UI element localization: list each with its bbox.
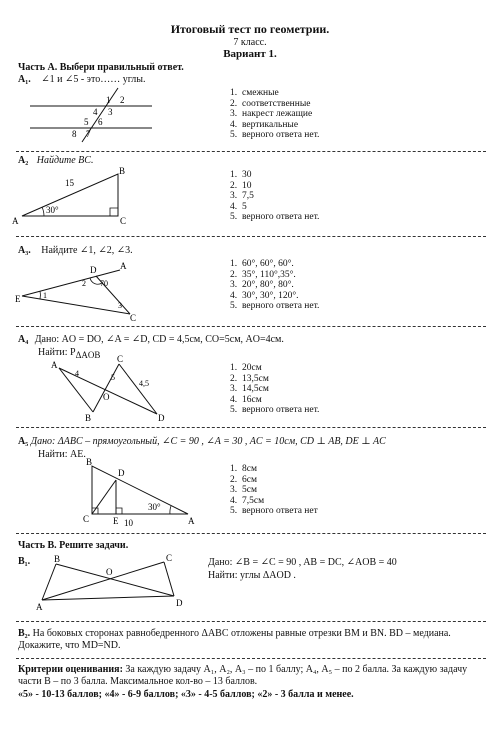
a4-answer-option[interactable]: 3. 14,5см	[230, 384, 269, 395]
b1-point-o: O	[106, 567, 113, 577]
a4-find-subscript: ΔAOB	[75, 350, 101, 360]
a2-question-text: Найдите BC.	[36, 155, 94, 166]
a3-answer-option[interactable]: 5. верного ответа нет.	[230, 301, 320, 312]
a5-vertex-a: A	[188, 516, 195, 526]
a4-label: А₄	[18, 334, 29, 345]
a3-vertex-c: C	[130, 313, 137, 323]
variant-label: Вариант 1.	[223, 48, 277, 60]
criteria-text: За каждую задачу А₁, А₂, А₃ – по 1 баллу; А₄, А₅ – по 2 балла. За каждую задачу части В – по 3 балла. Максимальное кол-во – 13 баллов.	[18, 664, 468, 687]
a5-length-label: 10	[124, 518, 133, 528]
a5-given-text: Дано: ΔABC – прямоугольный, ∠C = 90 , ∠A = 30 , AC = 10см, CD ⊥ AB, DE ⊥ AC	[30, 436, 386, 447]
a5-find: Найти: AE.	[38, 449, 86, 460]
a3-answer-option[interactable]: 4. 30°, 30°, 120°.	[230, 290, 299, 301]
a3-label: А₃.	[18, 245, 31, 256]
a1-answer-option[interactable]: 3. накрест лежащие	[230, 109, 313, 120]
a4-answer-option[interactable]: 5. верного ответа нет.	[230, 405, 320, 416]
a4-vertex-b: B	[85, 413, 92, 423]
criteria-grades: «5» - 10-13 баллов; «4» - 6-9 баллов; «3» - 4-5 баллов; «2» - 3 балла и менее.	[18, 689, 354, 700]
a3-angle-3: 3	[118, 301, 122, 310]
a5-angle-label: 30°	[148, 502, 161, 512]
a3-angle-2: 2	[82, 279, 86, 288]
divider	[16, 326, 486, 327]
a5-given	[18, 436, 386, 447]
divider	[16, 151, 486, 152]
a4-side-45: 4,5	[139, 379, 149, 388]
a1-answer-list	[230, 88, 319, 141]
a5-answer-option[interactable]: 5. верного ответа нет	[230, 506, 318, 517]
a1-angle-5: 5	[84, 117, 89, 127]
a1-angle-8: 8	[72, 129, 77, 139]
a4-answer-option[interactable]: 4. 16см	[230, 394, 262, 405]
a5-answer-option[interactable]: 2. 6см	[230, 474, 257, 485]
a4-answer-option[interactable]: 1. 20см	[230, 363, 262, 373]
a3-vertex-e: E	[15, 294, 21, 304]
test-title: Итоговый тест по геометрии.	[170, 22, 330, 36]
a2-vertex-a: A	[12, 216, 19, 226]
b2-text: На боковых сторонах равнобедренного ΔABC отложены равные отрезки BM и BN. BD – медиана. Докажите, что MD=ND.	[18, 628, 451, 651]
a1-angle-1: 1	[106, 95, 111, 105]
criteria-label: Критерии оценивания:	[18, 664, 123, 675]
a1-answer-option[interactable]: 1. смежные	[230, 88, 279, 98]
b1-vertex-a: A	[36, 602, 43, 612]
a4-given	[18, 334, 284, 345]
a2-vertex-c: C	[120, 216, 127, 226]
divider	[16, 427, 486, 428]
b1-vertex-b: B	[54, 554, 61, 564]
a1-angle-2: 2	[120, 95, 125, 105]
a4-side-5: 5	[111, 373, 115, 382]
a4-vertex-d: D	[158, 413, 165, 423]
a5-figure	[80, 456, 200, 528]
a5-vertex-e: E	[113, 516, 119, 526]
a2-side-label: 15	[65, 178, 74, 188]
b2-task	[18, 628, 488, 652]
a3-angle-1: 1	[43, 291, 47, 300]
a3-figure	[10, 258, 140, 323]
a3-question-text: Найдите ∠1, ∠2, ∠3.	[41, 245, 133, 256]
a4-side-4: 4	[75, 369, 79, 378]
a5-answer-list	[230, 464, 318, 517]
b1-vertex-d: D	[176, 598, 183, 608]
a3-answer-option[interactable]: 2. 35°, 110°,35°.	[230, 269, 296, 280]
a2-answer-option[interactable]: 2. 10	[230, 180, 252, 191]
a1-answer-option[interactable]: 4. вертикальные	[230, 119, 299, 130]
a2-figure	[10, 164, 140, 226]
grade-label: 7 класс.	[233, 37, 267, 48]
a3-angle-70: 70	[100, 279, 108, 288]
a3-vertex-d: D	[90, 265, 97, 275]
divider	[16, 658, 486, 659]
a5-label: А₅	[18, 436, 29, 447]
a1-angle-6: 6	[98, 117, 103, 127]
a5-answer-option[interactable]: 4. 7,5см	[230, 495, 265, 506]
a2-vertex-b: B	[119, 166, 126, 176]
a1-question	[18, 74, 146, 85]
a3-vertex-a: A	[120, 261, 127, 271]
a2-label: А₂	[18, 155, 29, 166]
a3-answer-option[interactable]: 3. 20°, 80°, 80°.	[230, 280, 294, 291]
a1-angle-3: 3	[108, 107, 113, 117]
a2-answer-option[interactable]: 5. верного ответа нет.	[230, 212, 320, 223]
a1-answer-option[interactable]: 2. соответственные	[230, 98, 311, 109]
a4-find-text: Найти: P	[38, 347, 76, 358]
a4-vertex-c: C	[117, 354, 124, 364]
b1-figure	[36, 553, 196, 616]
a1-question-text: ∠1 и ∠5 - это…… углы.	[41, 74, 146, 85]
a1-label: А₁.	[18, 74, 31, 85]
a4-given-text: Дано: AO = DO, ∠A = ∠D, CD = 4,5см, CO=5см, AO=4см.	[34, 334, 284, 345]
part-b-title: Часть В. Решите задачи.	[18, 540, 129, 551]
criteria-block	[18, 664, 488, 688]
b1-vertex-c: C	[166, 553, 173, 563]
a2-answer-option[interactable]: 1. 30	[230, 170, 252, 180]
part-a-title: Часть А. Выбери правильный ответ.	[18, 62, 184, 73]
a5-answer-option[interactable]: 3. 5см	[230, 485, 257, 496]
divider	[16, 236, 486, 237]
divider	[16, 621, 486, 622]
a5-vertex-d: D	[118, 468, 125, 478]
a1-angle-7: 7	[86, 129, 91, 139]
a4-vertex-a: A	[51, 360, 58, 370]
divider	[16, 533, 486, 534]
a2-angle-label: 30°	[46, 205, 59, 215]
a3-answer-option[interactable]: 1. 60°, 60°, 60°.	[230, 259, 294, 269]
a4-figure	[45, 356, 175, 422]
a3-question	[18, 245, 133, 256]
b1-given: Дано: ∠B = ∠C = 90 , AB = DC, ∠AOB = 40	[208, 557, 397, 568]
a2-answer-list	[230, 170, 319, 223]
a3-answer-list	[230, 259, 319, 312]
a4-answer-option[interactable]: 2. 13,5см	[230, 373, 269, 384]
a1-answer-option[interactable]: 5. верного ответа нет.	[230, 130, 320, 141]
b1-find: Найти: углы ΔAOD .	[208, 570, 296, 581]
a5-vertex-c: C	[83, 514, 90, 524]
a2-answer-option[interactable]: 4. 5	[230, 201, 247, 212]
a1-angle-4: 4	[93, 107, 98, 117]
b2-label: В₂.	[18, 628, 31, 639]
a5-vertex-b: B	[86, 457, 93, 467]
a4-point-o: O	[103, 392, 110, 402]
a2-answer-option[interactable]: 3. 7,5	[230, 191, 254, 202]
a4-answer-list	[230, 363, 319, 416]
b1-label: В₁.	[18, 556, 31, 567]
a1-figure	[22, 86, 162, 142]
a5-answer-option[interactable]: 1. 8см	[230, 464, 257, 474]
